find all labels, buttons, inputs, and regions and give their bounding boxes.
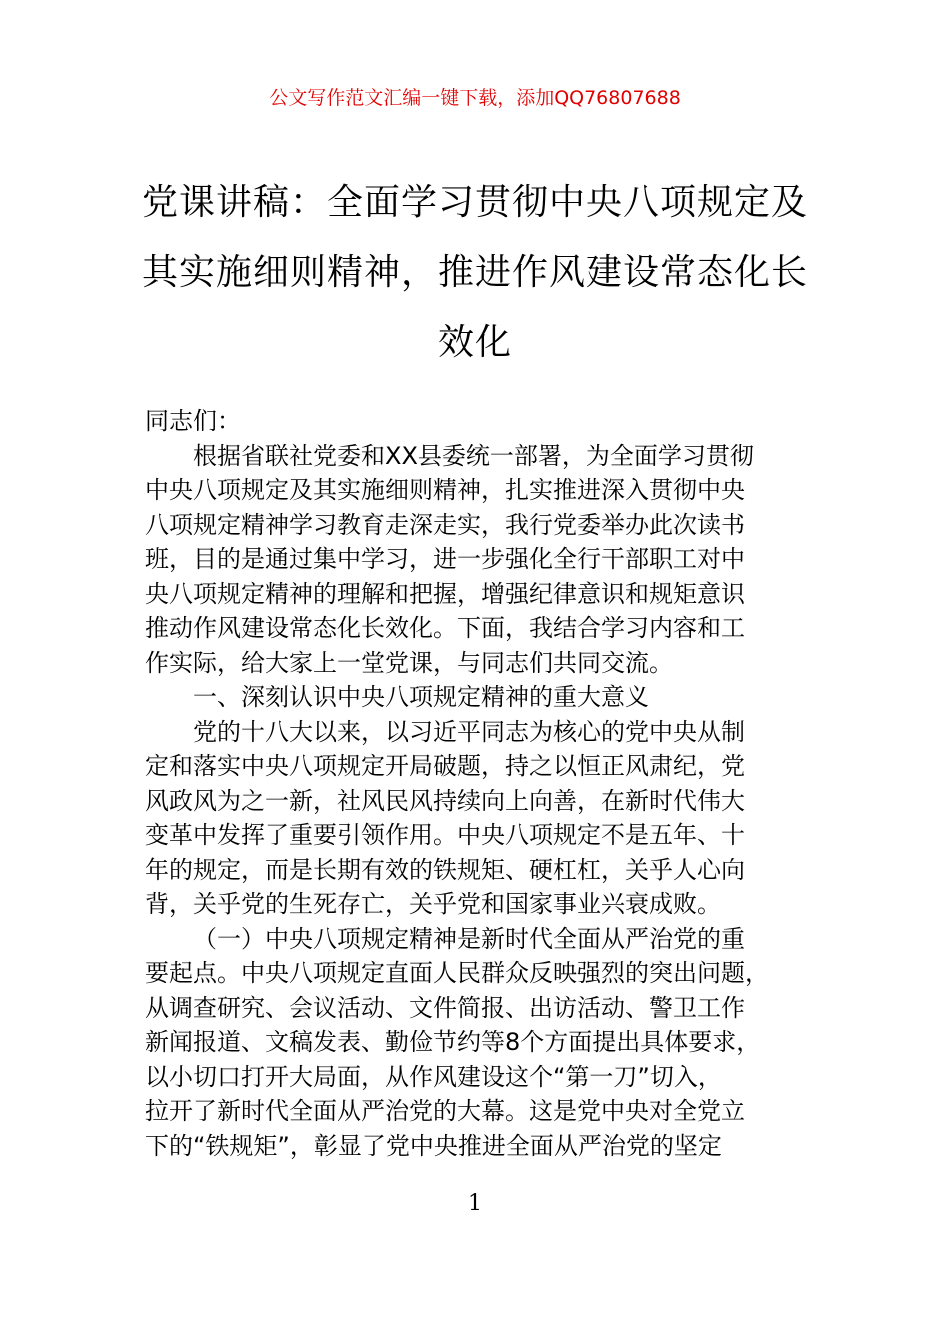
body-line: 定和落实中央八项规定开局破题，持之以恒正风肃纪，党 — [145, 752, 745, 780]
body-line: 背，关乎党的生死存亡，关乎党和国家事业兴衰成败。 — [145, 890, 721, 918]
title-line: 党课讲稿：全面学习贯彻中央八项规定及 — [141, 182, 808, 223]
document-title — [130, 168, 820, 378]
body-line: 根据省联社党委和XX县委统一部署，为全面学习贯彻 — [193, 441, 754, 470]
body-line: 班，目的是通过集中学习，进一步强化全行干部职工对中 — [145, 545, 745, 573]
body-line: 下的“铁规矩”，彰显了党中央推进全面从严治党的坚定 — [145, 1131, 722, 1160]
body-line: 风政风为之一新，社风民风持续向上向善，在新时代伟大 — [145, 786, 745, 815]
body-line: 从调查研究、会议活动、文件简报、出访活动、警卫工作 — [145, 993, 745, 1022]
download-banner: 公文写作范文汇编一键下载，添加QQ76807688 — [269, 87, 681, 109]
body-line: 党的十八大以来，以习近平同志为核心的党中央从制 — [193, 717, 745, 746]
section-heading: 一、深刻认识中央八项规定精神的重大意义 — [193, 683, 649, 711]
body-line: 作实际，给大家上一堂党课，与同志们共同交流。 — [145, 648, 673, 677]
page-number: 1 — [468, 1191, 482, 1216]
body-line: 年的规定，而是长期有效的铁规矩、硬杠杠，关乎人心向 — [145, 855, 745, 884]
title-line: 其实施细则精神，推进作风建设常态化长 — [141, 252, 808, 293]
body-line: 变革中发挥了重要引领作用。中央八项规定不是五年、十 — [145, 821, 745, 849]
body-line: 推动作风建设常态化长效化。下面，我结合学习内容和工 — [145, 614, 745, 642]
document-body — [145, 404, 815, 1163]
body-line: 央八项规定精神的理解和把握，增强纪律意识和规矩意识 — [145, 579, 745, 608]
body-line: 以小切口打开大局面，从作风建设这个“第一刀”切入， — [145, 1062, 722, 1091]
title-line: 效化 — [437, 322, 512, 363]
body-line: 要起点。中央八项规定直面人民群众反映强烈的突出问题， — [145, 959, 769, 987]
subsection-line: （一）中央八项规定精神是新时代全面从严治党的重 — [193, 924, 745, 953]
greeting: 同志们： — [145, 407, 241, 435]
body-line: 八项规定精神学习教育走深走实，我行党委举办此次读书 — [145, 510, 745, 539]
body-line: 拉开了新时代全面从严治党的大幕。这是党中央对全党立 — [145, 1097, 745, 1125]
body-line: 中央八项规定及其实施细则精神，扎实推进深入贯彻中央 — [145, 476, 745, 504]
body-line: 新闻报道、文稿发表、勤俭节约等8个方面提出具体要求， — [145, 1028, 761, 1056]
